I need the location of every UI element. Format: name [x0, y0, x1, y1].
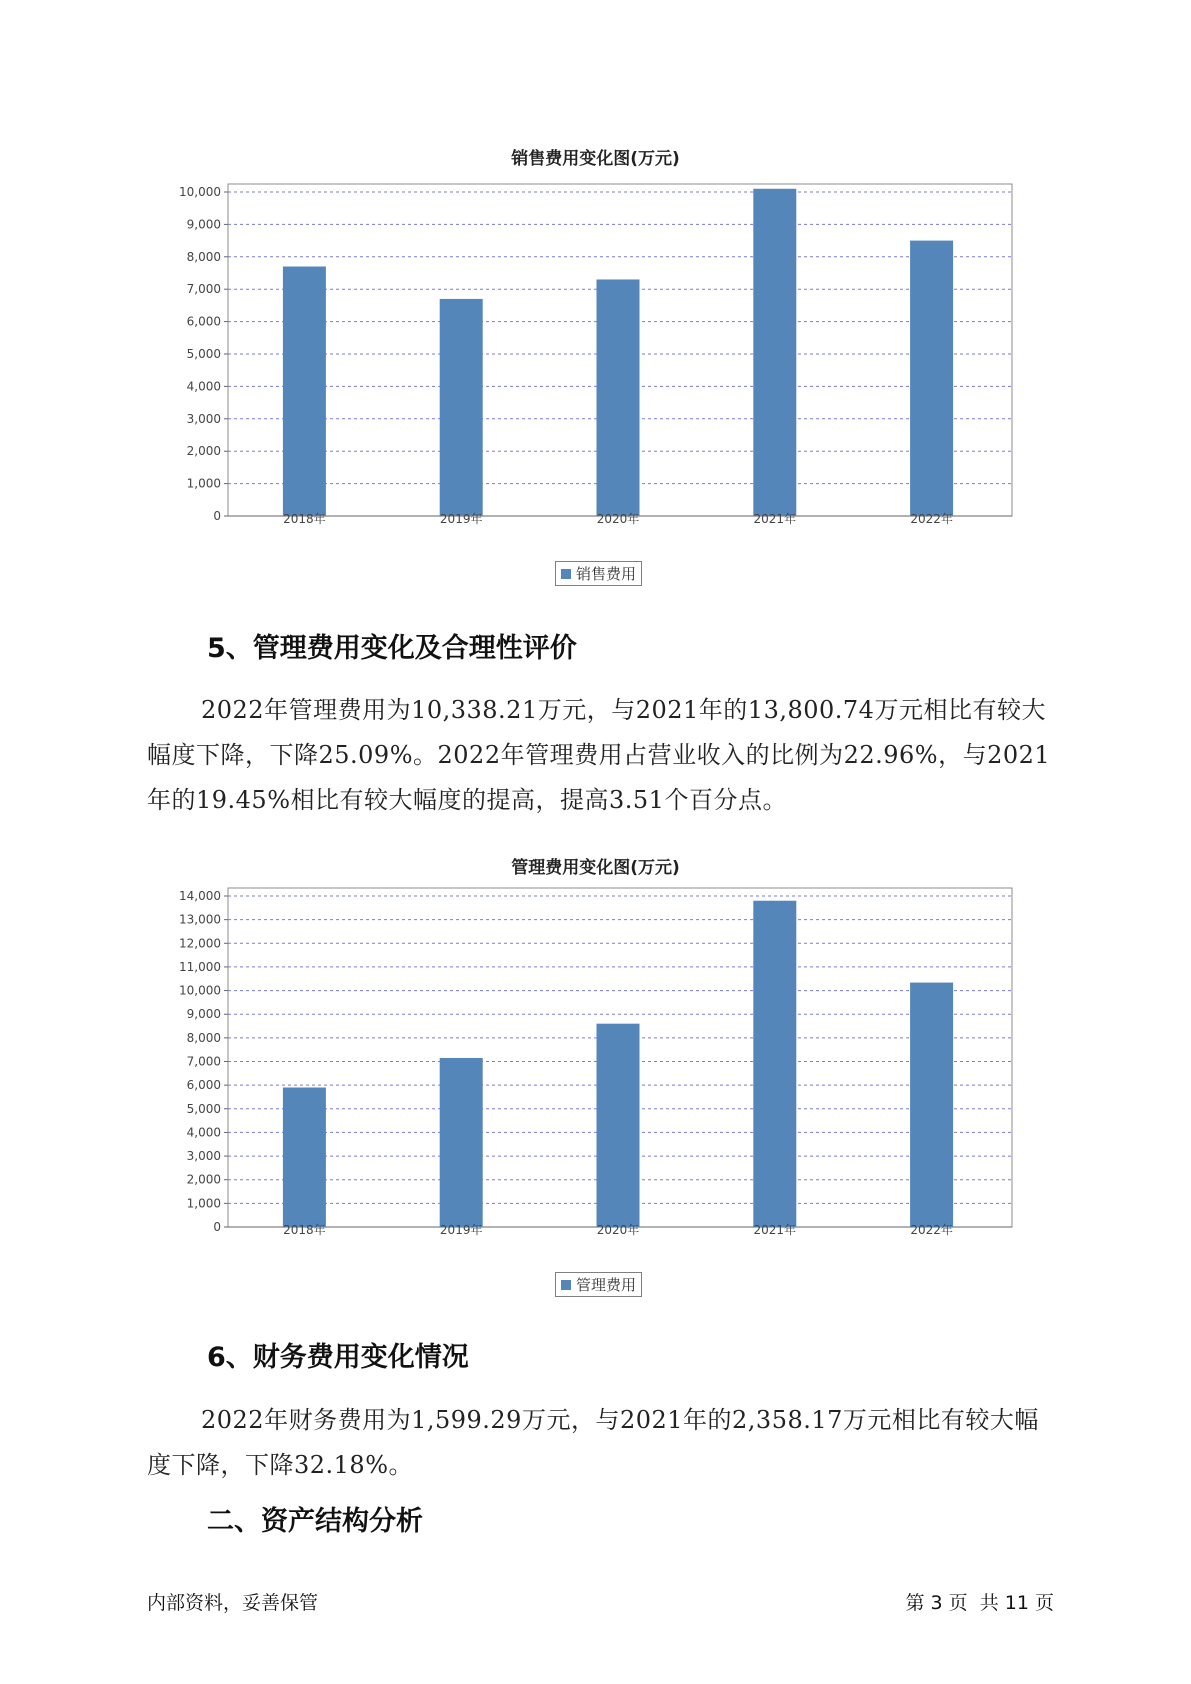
- y-tick-label: 13,000: [179, 912, 221, 927]
- bar: [440, 299, 483, 516]
- x-tick-label: 2022年: [910, 1223, 953, 1237]
- asset-structure-heading: 二、资产结构分析: [207, 1506, 423, 1537]
- y-tick-label: 2,000: [186, 1172, 221, 1187]
- x-tick-label: 2018年: [283, 512, 326, 526]
- x-tick-label: 2021年: [753, 512, 797, 526]
- x-tick-label: 2022年: [910, 512, 953, 526]
- y-tick-label: 1,000: [186, 476, 221, 491]
- bar: [910, 983, 953, 1227]
- y-tick-label: 7,000: [186, 1054, 221, 1069]
- y-tick-label: 4,000: [186, 1125, 221, 1140]
- admin-expense-chart-title: 管理费用变化图(万元): [511, 858, 680, 878]
- section-5-paragraph: 2022年管理费用为10,338.21万元，与2021年的13,800.74万元相比有较大幅度下降，下降25.09%。2022年管理费用占营业收入的比例为22.96%，与2021年的19.45%相比有较大幅度的提高，提高3.51个百分点。: [147, 696, 1051, 814]
- bar: [283, 267, 326, 516]
- admin-expense-legend-label: 管理费用: [576, 1276, 637, 1294]
- bar: [597, 279, 640, 516]
- x-tick-label: 2019年: [439, 1223, 483, 1237]
- footer-page-number: 第 3 页 共 11 页: [905, 1592, 1054, 1614]
- y-tick-label: 6,000: [186, 1078, 221, 1093]
- section-6-heading: 6、财务费用变化情况: [207, 1342, 469, 1373]
- y-tick-label: 0: [213, 1220, 221, 1234]
- y-tick-label: 3,000: [186, 411, 221, 426]
- sales-expense-legend-label: 销售费用: [576, 565, 637, 583]
- sales-expense-chart: [0, 180, 1191, 550]
- y-tick-label: 9,000: [186, 1007, 221, 1022]
- legend-swatch: [561, 569, 571, 579]
- y-tick-label: 11,000: [179, 959, 221, 974]
- y-tick-label: 8,000: [186, 249, 221, 264]
- y-tick-label: 10,000: [179, 185, 221, 199]
- x-tick-label: 2020年: [596, 1223, 640, 1237]
- bar: [910, 241, 953, 516]
- y-tick-label: 0: [213, 509, 221, 523]
- bar: [597, 1024, 640, 1227]
- section-6-paragraph: 2022年财务费用为1,599.29万元，与2021年的2,358.17万元相比有较大幅度下降，下降32.18%。: [147, 1406, 1039, 1479]
- bar: [753, 189, 796, 516]
- x-tick-label: 2019年: [439, 512, 483, 526]
- legend-swatch: [561, 1280, 571, 1290]
- y-tick-label: 4,000: [186, 379, 221, 394]
- y-tick-label: 5,000: [186, 347, 221, 361]
- sales-expense-legend: [555, 561, 642, 586]
- admin-expense-legend: [555, 1272, 642, 1297]
- y-tick-label: 3,000: [186, 1149, 221, 1164]
- y-tick-label: 8,000: [186, 1030, 221, 1045]
- y-tick-label: 1,000: [186, 1196, 221, 1211]
- y-tick-label: 14,000: [179, 889, 221, 903]
- y-tick-label: 5,000: [186, 1101, 221, 1116]
- y-tick-label: 9,000: [186, 217, 221, 232]
- footer-confidential-note: 内部资料，妥善保管: [147, 1592, 319, 1614]
- bar: [283, 1088, 326, 1227]
- y-tick-label: 6,000: [186, 314, 221, 329]
- y-tick-label: 7,000: [186, 282, 221, 297]
- section-5-heading: 5、管理费用变化及合理性评价: [207, 633, 577, 664]
- y-tick-label: 2,000: [186, 444, 221, 459]
- y-tick-label: 12,000: [179, 936, 221, 951]
- x-tick-label: 2021年: [753, 1223, 797, 1237]
- x-tick-label: 2020年: [596, 512, 640, 526]
- x-tick-label: 2018年: [283, 1223, 326, 1237]
- y-tick-label: 10,000: [179, 983, 221, 998]
- admin-expense-chart: [0, 888, 1191, 1258]
- sales-expense-chart-title: 销售费用变化图(万元): [511, 149, 680, 169]
- bar: [753, 901, 796, 1227]
- bar: [440, 1058, 483, 1227]
